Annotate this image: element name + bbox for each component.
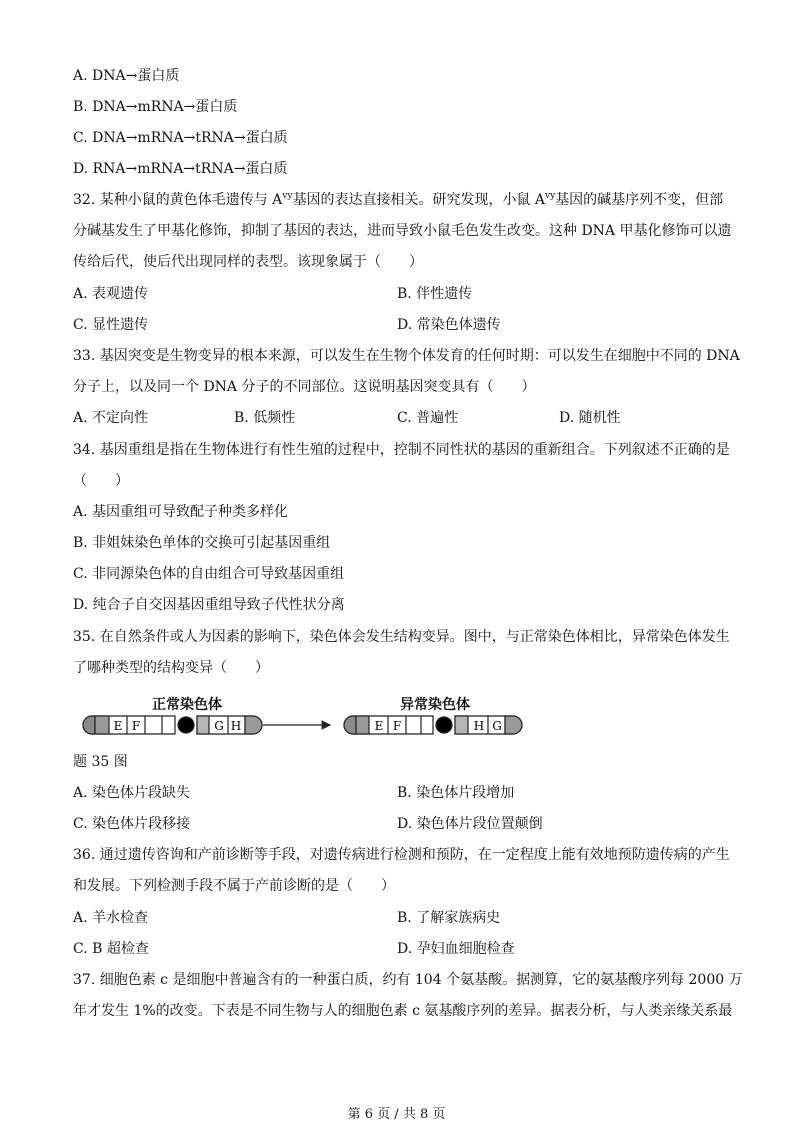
abnormal-gene-f: F	[392, 719, 402, 733]
q36-option-d: D. 孕妇血细胞检查	[397, 941, 515, 957]
abnormal-band-shaded	[356, 716, 369, 734]
q31-option-d: D. RNA→mRNA→tRNA→蛋白质	[73, 161, 288, 177]
q32-stem-line1: 32. 某种小鼠的黄色体毛遗传与 $A^{vy}$基因的表达直接相关。研究发现，小鼠 $A^{vy}$基因的碱基序列不变，但部	[73, 191, 724, 208]
q33-option-c: C. 普遍性	[397, 410, 459, 426]
q34-option-a: A. 基因重组可导致配子种类多样化	[73, 504, 289, 520]
normal-right-shaded	[197, 716, 209, 734]
figure-normal-label: 正常染色体	[152, 697, 222, 713]
q31-option-b: B. DNA→mRNA→蛋白质	[73, 99, 238, 115]
figure-caption: 题 35 图	[73, 754, 128, 770]
q34-option-b: B. 非姐妹染色单体的交换可引起基因重组	[73, 535, 331, 551]
page-footer: 第 6 页 / 共 8 页	[347, 1107, 446, 1122]
abnormal-right-telomere	[505, 716, 522, 734]
q32-option-c: C. 显性遗传	[73, 317, 149, 333]
abnormal-right-shaded	[455, 716, 468, 734]
q36-stem-line1: 36. 通过遗传咨询和产前诊断等手段，对遗传病进行检测和预防，在一定程度上能有效地预防遗传病的产生	[73, 847, 730, 863]
q32-option-a: A. 表观遗传	[73, 286, 149, 302]
q36-option-a: A. 羊水检查	[73, 910, 149, 926]
normal-gene-f: F	[131, 719, 141, 733]
q35-stem-line2: 了哪种类型的结构变异（ ）	[73, 660, 269, 676]
normal-right-telomere	[245, 716, 262, 734]
q32-option-b: B. 伴性遗传	[397, 286, 473, 302]
figure-abnormal-label: 异常染色体	[400, 697, 470, 713]
q32-stem-line2: 分碱基发生了甲基化修饰，抑制了基因的表达，进而导致小鼠毛色发生改变。这种 DNA 甲基化修饰可以遗	[73, 223, 732, 239]
q33-stem-line2: 分子上，以及同一个 DNA 分子的不同部位。这说明基因突变具有（ ）	[73, 379, 536, 395]
abnormal-left-telomere	[344, 716, 356, 734]
abnormal-centromere	[436, 717, 452, 733]
abnormal-gene-h: H	[473, 719, 485, 733]
q33-stem-line1: 33. 基因突变是生物变异的根本来源，可以发生在生物个体发育的任何时期：可以发生在细胞中不同的 DNA	[73, 348, 740, 364]
normal-band-shaded	[95, 716, 109, 734]
q33-option-b: B. 低频性	[234, 410, 296, 426]
q32-option-d: D. 常染色体遗传	[397, 317, 501, 333]
q36-stem-line2: 和发展。下列检测手段不属于产前诊断的是（ ）	[73, 878, 395, 894]
q31-option-c: C. DNA→mRNA→tRNA→蛋白质	[73, 130, 288, 146]
abnormal-gene-g: G	[492, 719, 502, 733]
normal-gene-e: E	[113, 719, 123, 733]
q37-stem-line1: 37. 细胞色素 c 是细胞中普遍含有的一种蛋白质，约有 104 个氨基酸。据测算，它的氨基酸序列每 2000 万	[73, 972, 743, 988]
abnormal-gene-e: E	[374, 719, 384, 733]
q33-option-a: A. 不定向性	[73, 410, 149, 426]
q33-option-d: D. 随机性	[559, 410, 621, 426]
q34-stem-line1: 34. 基因重组是指在生物体进行有性生殖的过程中，控制不同性状的基因的重新组合。下列叙述不正确的是	[73, 442, 730, 458]
q35-option-c: C. 染色体片段移接	[73, 816, 191, 832]
q35-option-d: D. 染色体片段位置颠倒	[397, 816, 543, 832]
q34-option-d: D. 纯合子自交因基因重组导致子代性状分离	[73, 597, 345, 613]
q36-option-b: B. 了解家族病史	[397, 910, 501, 926]
q34-option-c: C. 非同源染色体的自由组合可导致基因重组	[73, 566, 345, 582]
normal-left-telomere	[83, 716, 95, 734]
chromosome-figure	[0, 705, 793, 755]
q34-stem-line2: （ ）	[73, 473, 129, 489]
q36-option-c: C. B 超检查	[73, 941, 149, 957]
q35-option-a: A. 染色体片段缺失	[73, 785, 191, 801]
q37-stem-line2: 年才发生 1%的改变。下表是不同生物与人的细胞色素 c 氨基酸序列的差异。据表分析，与人类亲缘关系最	[73, 1003, 733, 1019]
q35-stem-line1: 35. 在自然条件或人为因素的影响下，染色体会发生结构变异。图中，与正常染色体相比，异常染色体发生	[73, 629, 730, 645]
normal-centromere	[178, 717, 194, 733]
q35-option-b: B. 染色体片段增加	[397, 785, 515, 801]
normal-gene-h: H	[230, 719, 242, 733]
normal-gene-g: G	[214, 719, 224, 733]
q31-option-a: A. DNA→蛋白质	[73, 68, 180, 84]
q32-stem-line3: 传给后代，使后代出现同样的表型。该现象属于（ ）	[73, 254, 423, 270]
